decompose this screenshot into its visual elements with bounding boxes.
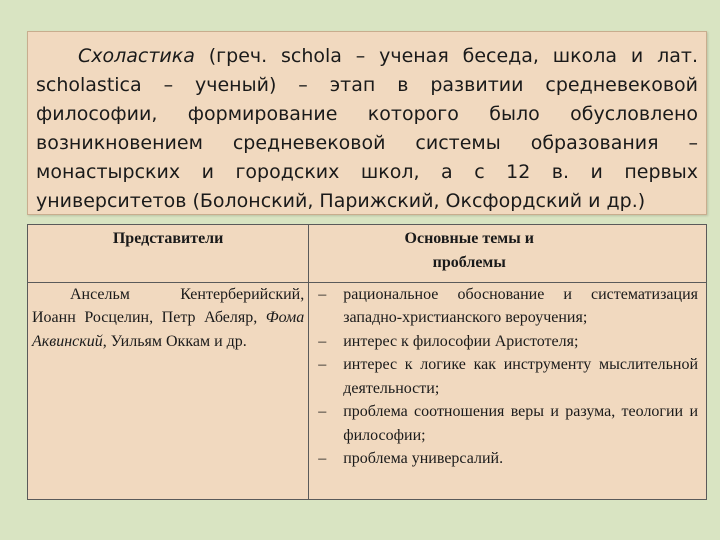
definition-box: [27, 31, 707, 215]
dash-bullet: –: [318, 403, 327, 421]
table-header-row: [28, 225, 707, 283]
definition-term: Схоластика: [78, 45, 195, 67]
representative-italic: Фома Аквинский: [32, 309, 305, 350]
theme-text: проблема соотношения веры и разума, теологии и философии;: [343, 403, 698, 444]
list-item: [315, 283, 698, 330]
list-item: [315, 447, 698, 471]
header-themes-label: Основные темы и проблемы: [404, 230, 534, 271]
themes-cell: [309, 282, 707, 499]
list-item: [315, 353, 698, 400]
header-representatives: Представители: [28, 225, 309, 283]
definition-text: (греч. schola – ученая беседа, школа и лат. scholastica – ученый) – этап в развитии средневековой философии, формирование которого было обусловлено возникновением средневековой системы образования – монастырских и городских школ, а с 12 в. и первых университетов (Болонский, Парижский, Оксфордский и др.): [36, 45, 698, 212]
dash-bullet: –: [318, 356, 327, 374]
theme-text: интерес к философии Аристотеля;: [343, 332, 579, 350]
representatives-text-2: , Уильям Оккам и др.: [102, 332, 247, 350]
representatives-cell: [28, 282, 309, 499]
dash-bullet: –: [318, 332, 327, 350]
table-row: [28, 282, 707, 499]
header-themes: [309, 225, 707, 283]
representatives-text-1: Ансельм Кентерберийский, Иоанн Росцелин, Петр Абеляр,: [32, 285, 305, 327]
list-item: [315, 330, 698, 354]
theme-text: интерес к логике как инструменту мыслительной деятельности;: [343, 356, 698, 397]
theme-text: проблема универсалий.: [343, 450, 504, 468]
theme-text: рациональное обоснование и систематизация западно-христианского вероучения;: [343, 285, 698, 327]
philosophy-table: [27, 224, 707, 500]
dash-bullet: –: [318, 285, 327, 303]
dash-bullet: –: [318, 450, 327, 468]
list-item: [315, 400, 698, 447]
